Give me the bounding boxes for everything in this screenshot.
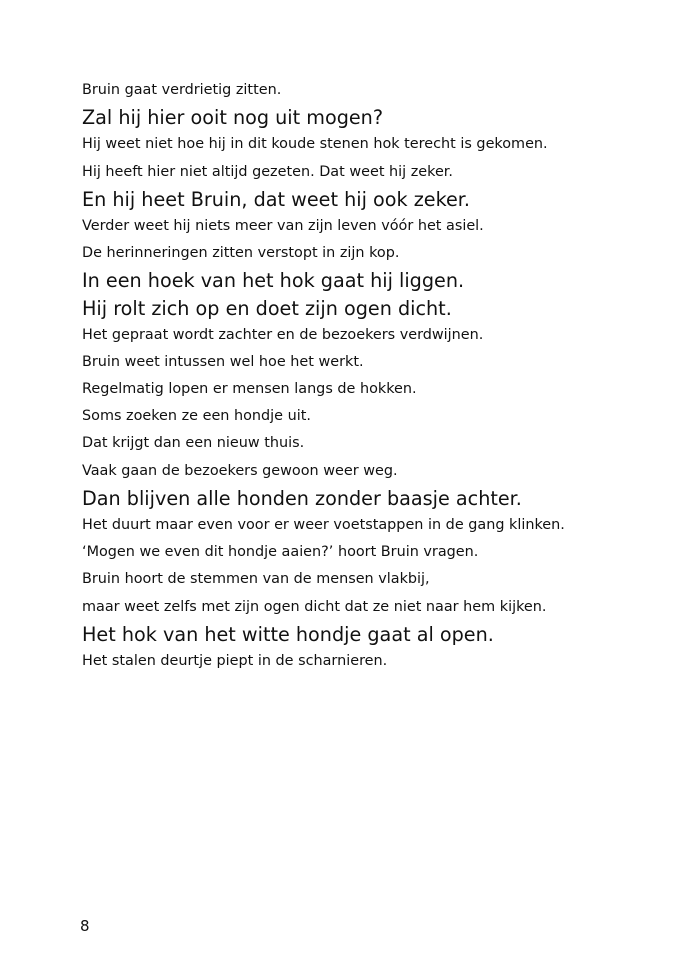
text-line: Het gepraat wordt zachter en de bezoekers verdwijnen. (82, 326, 484, 343)
text-line: Zal hij hier ooit nog uit mogen? (82, 106, 384, 130)
text-line: maar weet zelfs met zijn ogen dicht dat ze niet naar hem kijken. (82, 598, 547, 615)
text-line: Hij rolt zich op en doet zijn ogen dicht. (82, 296, 452, 320)
text-line: Vaak gaan de bezoekers gewoon weer weg. (82, 462, 398, 479)
page-number: 8 (80, 917, 90, 935)
text-line: Het hok van het witte hondje gaat al open. (82, 622, 494, 646)
text-line: Hij heeft hier niet altijd gezeten. Dat weet hij zeker. (82, 163, 453, 180)
text-line: Dat krijgt dan een nieuw thuis. (82, 435, 305, 452)
text-line: De herinneringen zitten verstopt in zijn kop. (82, 245, 400, 262)
text-line: En hij heet Bruin, dat weet hij ook zeker. (82, 187, 471, 211)
text-line: In een hoek van het hok gaat hij liggen. (82, 269, 465, 293)
text-line: Het duurt maar even voor er weer voetstappen in de gang klinken. (82, 517, 565, 533)
text-line: Regelmatig lopen er mensen langs de hokken. (82, 381, 417, 398)
text-line: Soms zoeken ze een hondje uit. (82, 408, 311, 425)
text-line: ‘Mogen we even dit hondje aaien?’ hoort Bruin vragen. (82, 544, 479, 561)
text-line: Hij weet niet hoe hij in dit koude stenen hok terecht is gekomen. (82, 136, 548, 153)
text-line: Het stalen deurtje piept in de scharnieren. (82, 652, 388, 669)
story-text (82, 77, 652, 675)
text-line: Bruin weet intussen wel hoe het werkt. (82, 353, 364, 370)
text-line: Bruin gaat verdrietig zitten. (82, 82, 282, 98)
text-line: Verder weet hij niets meer van zijn leven vóór het asiel. (82, 217, 484, 234)
text-line: Bruin hoort de stemmen van de mensen vlakbij, (82, 571, 430, 588)
text-line: Dan blijven alle honden zonder baasje achter. (82, 486, 522, 510)
